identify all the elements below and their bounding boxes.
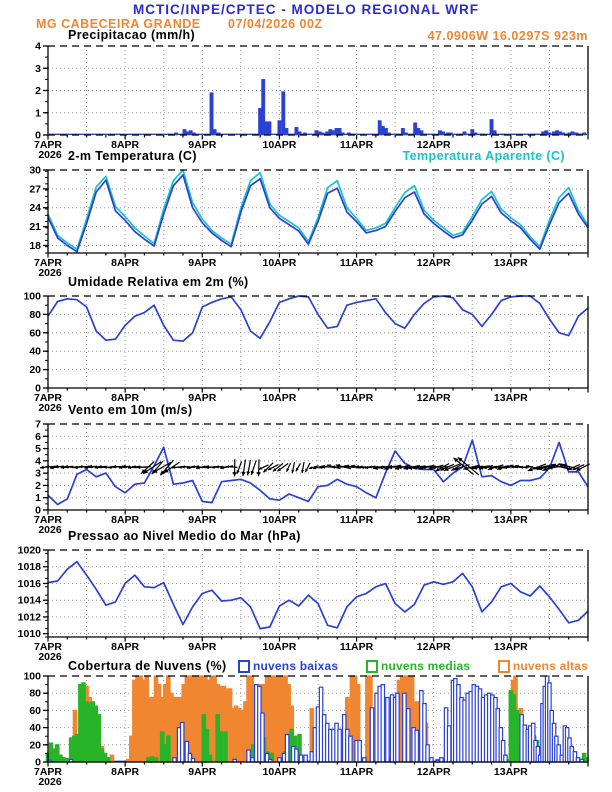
x-tick-label: 7APR	[33, 514, 63, 526]
x-tick-label: 11APR	[339, 257, 374, 269]
y-tick-label: 1014	[17, 594, 41, 607]
y-tick-label: 1012	[17, 611, 41, 624]
legend-item-high-clouds	[498, 659, 588, 673]
x-year-label: 2026	[38, 524, 62, 536]
cloud-legend	[238, 659, 588, 673]
y-tick-label: 1	[35, 107, 41, 120]
x-tick-label: 11APR	[339, 392, 374, 404]
x-tick-label: 7APR	[33, 257, 63, 269]
y-tick-label: 27	[29, 183, 41, 196]
legend-item-mid-clouds	[366, 659, 470, 673]
x-tick-label: 10APR	[262, 514, 297, 526]
x-tick-label: 10APR	[262, 257, 297, 269]
x-tick-label: 7APR	[33, 766, 63, 778]
x-tick-label: 10APR	[262, 392, 297, 404]
y-tick-label: 21	[29, 221, 41, 234]
y-tick-label: 4	[35, 455, 41, 468]
y-tick-label: 3	[35, 467, 41, 480]
y-tick-label: 2	[35, 479, 41, 492]
panel-wind	[34, 419, 590, 537]
x-tick-label: 11APR	[339, 766, 374, 778]
page-title: MCTIC/INPE/CPTEC - MODELO REGIONAL WRF	[133, 2, 479, 17]
panel-title-temperature: 2-m Temperatura (C)	[68, 149, 197, 163]
x-tick-label: 7APR	[33, 392, 63, 404]
y-tick-label: 60	[29, 327, 41, 340]
x-tick-label: 8APR	[111, 514, 140, 526]
x-tick-label: 8APR	[111, 257, 140, 269]
x-year-label: 2026	[38, 402, 62, 414]
series-line	[48, 296, 588, 341]
x-tick-label: 12APR	[416, 257, 451, 269]
series-line	[48, 170, 588, 249]
y-tick-label: 100	[23, 670, 41, 683]
x-year-label: 2026	[38, 149, 62, 161]
x-tick-label: 8APR	[111, 766, 140, 778]
panel-humidity	[23, 291, 588, 415]
x-tick-label: 13APR	[493, 392, 528, 404]
x-tick-label: 11APR	[339, 641, 374, 653]
x-tick-label: 7APR	[33, 641, 63, 653]
run-datetime: 07/04/2026 00Z	[228, 17, 323, 31]
y-tick-label: 0	[35, 756, 41, 769]
y-tick-label: 2	[35, 85, 41, 97]
x-tick-label: 8APR	[111, 641, 140, 653]
y-tick-label: 4	[35, 40, 41, 53]
x-tick-label: 13APR	[493, 641, 528, 653]
panel-temp	[29, 165, 588, 280]
y-tick-label: 5	[35, 443, 41, 456]
y-tick-label: 30	[29, 164, 41, 177]
legend-label: nuvens baixas	[253, 659, 339, 673]
x-tick-label: 8APR	[111, 139, 140, 151]
mid-clouds-swatch-icon	[366, 660, 378, 673]
y-tick-label: 24	[29, 202, 41, 215]
y-tick-label: 6	[35, 430, 41, 443]
y-tick-label: 1018	[17, 561, 41, 574]
x-tick-label: 8APR	[111, 392, 140, 404]
panel-precip	[34, 41, 588, 162]
y-tick-label: 20	[29, 739, 41, 752]
legend-item-low-clouds	[238, 659, 338, 673]
legend-label: nuvens medias	[380, 659, 471, 673]
y-tick-label: 0	[35, 382, 41, 395]
x-year-label: 2026	[38, 267, 62, 279]
x-tick-label: 9APR	[188, 392, 217, 404]
panel-title-apparent-temperature: Temperatura Aparente (C)	[402, 149, 565, 163]
y-tick-label: 100	[23, 290, 41, 303]
x-tick-label: 9APR	[188, 641, 217, 653]
y-tick-label: 20	[29, 364, 41, 377]
low-clouds-swatch-icon	[238, 660, 250, 673]
x-tick-label: 9APR	[188, 514, 217, 526]
y-tick-label: 80	[29, 308, 41, 321]
x-tick-label: 13APR	[493, 257, 528, 269]
x-tick-label: 11APR	[339, 514, 374, 526]
y-tick-label: 40	[29, 722, 41, 735]
x-tick-label: 13APR	[493, 766, 528, 778]
x-tick-label: 10APR	[262, 641, 297, 653]
y-tick-label: 1010	[17, 628, 41, 641]
panel-pressure	[18, 545, 588, 664]
panel-title-precipitation: Precipitacao (mm/h)	[68, 28, 196, 42]
x-year-label: 2026	[38, 651, 62, 663]
y-tick-label: 0	[35, 504, 41, 517]
x-tick-label: 10APR	[262, 139, 297, 151]
y-tick-label: 1016	[17, 577, 41, 590]
x-tick-label: 12APR	[416, 392, 451, 404]
panel-title-pressure: Pressao ao Nivel Medio do Mar (hPa)	[68, 529, 301, 543]
x-tick-label: 11APR	[339, 139, 374, 151]
high-clouds-swatch-icon	[498, 660, 510, 673]
x-tick-label: 7APR	[33, 139, 63, 151]
x-tick-label: 10APR	[262, 766, 297, 778]
y-tick-label: 18	[29, 239, 41, 252]
y-tick-label: 1	[35, 492, 41, 505]
panel-title-humidity: Umidade Relativa em 2m (%)	[68, 275, 249, 289]
y-tick-label: 3	[35, 62, 41, 75]
x-tick-label: 13APR	[493, 139, 528, 151]
y-tick-label: 80	[29, 687, 41, 700]
x-tick-label: 12APR	[416, 766, 451, 778]
y-tick-label: 0	[35, 129, 41, 142]
x-tick-label: 9APR	[188, 257, 217, 269]
y-tick-label: 7	[35, 418, 41, 431]
y-tick-label: 60	[29, 704, 41, 717]
x-tick-label: 9APR	[188, 139, 217, 151]
x-tick-label: 12APR	[416, 139, 451, 151]
panel-clouds	[23, 671, 588, 789]
x-tick-label: 13APR	[493, 514, 528, 526]
station-coordinates: 47.0906W 16.0297S 923m	[427, 29, 588, 43]
x-tick-label: 12APR	[416, 514, 451, 526]
panel-title-clouds: Cobertura de Nuvens (%)	[68, 659, 227, 673]
x-tick-label: 12APR	[416, 641, 451, 653]
x-tick-label: 9APR	[188, 766, 217, 778]
y-tick-label: 40	[29, 345, 41, 358]
legend-label: nuvens altas	[512, 659, 588, 673]
panel-title-wind: Vento em 10m (m/s)	[68, 403, 193, 417]
station-name: MG CABECEIRA GRANDE	[36, 17, 201, 31]
x-year-label: 2026	[38, 776, 62, 788]
y-tick-label: 1020	[17, 544, 41, 557]
